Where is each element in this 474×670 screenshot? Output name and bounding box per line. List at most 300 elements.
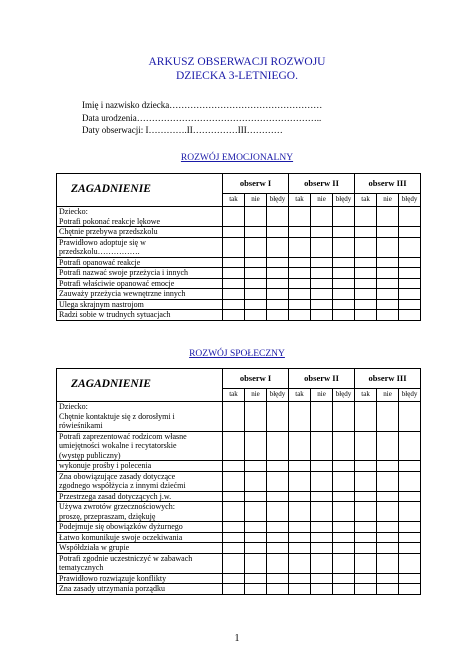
observation-cell[interactable] <box>311 268 333 279</box>
criterion-text-line: Potrafi zaprezentować rodzicom własne <box>59 431 187 441</box>
criterion-text-line: Dziecko: <box>59 402 88 411</box>
observation-cell[interactable] <box>223 310 245 321</box>
table-row <box>57 502 421 522</box>
observation-cell[interactable] <box>267 461 289 472</box>
observation-cell[interactable] <box>311 431 333 461</box>
observation-cell[interactable] <box>399 227 421 238</box>
observation-cell[interactable] <box>245 584 267 595</box>
observation-cell[interactable] <box>223 491 245 502</box>
observation-cell[interactable] <box>399 461 421 472</box>
criterion-label <box>57 431 223 461</box>
observation-cell[interactable] <box>245 207 267 227</box>
table-row <box>57 289 421 300</box>
observation-cell[interactable] <box>267 522 289 533</box>
observation-cell[interactable] <box>289 310 311 321</box>
observation-group-header: obserw I <box>223 369 289 389</box>
observation-cell[interactable] <box>223 268 245 279</box>
observation-cell[interactable] <box>311 573 333 584</box>
observation-cell[interactable] <box>377 522 399 533</box>
observation-cell[interactable] <box>267 289 289 300</box>
observation-cell[interactable] <box>289 522 311 533</box>
observation-cell[interactable] <box>289 584 311 595</box>
observation-cell[interactable] <box>289 471 311 491</box>
observation-cell[interactable] <box>311 502 333 522</box>
table-row <box>57 310 421 321</box>
observation-cell[interactable] <box>245 289 267 300</box>
observation-cell[interactable] <box>311 584 333 595</box>
observation-cell[interactable] <box>333 573 355 584</box>
criterion-text-line: Potrafi zgodnie uczestniczyć w zabawach <box>59 553 193 563</box>
observation-cell[interactable] <box>377 461 399 472</box>
table-row <box>57 268 421 279</box>
observation-cell[interactable] <box>267 207 289 227</box>
observation-cell[interactable] <box>355 289 377 300</box>
observation-cell[interactable] <box>399 491 421 502</box>
observation-cell[interactable] <box>355 268 377 279</box>
table-title: ZAGADNIENIE <box>57 174 223 207</box>
criterion-text-line: Potrafi pokonać reakcje lękowe <box>59 216 161 226</box>
criterion-text-line: Podejmuje się obowiązków dyżurnego <box>59 522 183 531</box>
observation-cell[interactable] <box>245 431 267 461</box>
section-heading-emotional: ROZWÓJ EMOCJONALNY <box>180 153 294 163</box>
observation-cell[interactable] <box>377 207 399 227</box>
observation-cell[interactable] <box>377 237 399 257</box>
observation-cell[interactable] <box>223 573 245 584</box>
table-header-row <box>57 174 421 194</box>
observation-cell[interactable] <box>355 471 377 491</box>
criterion-text-line: tematycznych <box>59 563 104 572</box>
observation-cell[interactable] <box>223 431 245 461</box>
observation-subheader: nie <box>311 389 333 402</box>
observation-cell[interactable] <box>223 502 245 522</box>
observation-cell[interactable] <box>223 584 245 595</box>
observation-cell[interactable] <box>311 402 333 432</box>
table-row <box>57 278 421 289</box>
observation-cell[interactable] <box>223 471 245 491</box>
document-title-line-2: DZIECKA 3-LETNIEGO. <box>175 70 298 82</box>
observation-cell[interactable] <box>223 543 245 554</box>
observation-cell[interactable] <box>333 431 355 461</box>
criterion-label <box>57 207 223 227</box>
observation-cell[interactable] <box>399 207 421 227</box>
observation-cell[interactable] <box>399 502 421 522</box>
observation-cell[interactable] <box>377 543 399 554</box>
observation-cell[interactable] <box>245 553 267 573</box>
observation-cell[interactable] <box>355 502 377 522</box>
observation-cell[interactable] <box>223 227 245 238</box>
observation-cell[interactable] <box>355 227 377 238</box>
observation-cell[interactable] <box>399 431 421 461</box>
observation-cell[interactable] <box>355 461 377 472</box>
observation-cell[interactable] <box>355 532 377 543</box>
observation-cell[interactable] <box>333 502 355 522</box>
criterion-text-line: Chętnie kontaktuje się z dorosłymi i <box>59 411 175 421</box>
observation-cell[interactable] <box>289 237 311 257</box>
observation-cell[interactable] <box>289 268 311 279</box>
observation-subheader: tak <box>355 194 377 207</box>
observation-cell[interactable] <box>355 299 377 310</box>
criterion-text-line: Potrafi opanować reakcje <box>59 257 141 267</box>
observation-cell[interactable] <box>333 257 355 268</box>
observation-subheader: nie <box>245 194 267 207</box>
observation-cell[interactable] <box>355 543 377 554</box>
observation-cell[interactable] <box>245 491 267 502</box>
observation-cell[interactable] <box>223 553 245 573</box>
observation-cell[interactable] <box>289 207 311 227</box>
observation-subheader: nie <box>245 389 267 402</box>
observation-subheader: nie <box>377 194 399 207</box>
observation-cell[interactable] <box>355 237 377 257</box>
criterion-label <box>57 227 223 238</box>
observation-cell[interactable] <box>311 532 333 543</box>
table-row <box>57 543 421 554</box>
table-row <box>57 584 421 595</box>
observation-cell[interactable] <box>333 299 355 310</box>
observation-cell[interactable] <box>267 257 289 268</box>
observation-cell[interactable] <box>377 289 399 300</box>
observation-subheader: tak <box>289 194 311 207</box>
observation-cell[interactable] <box>399 402 421 432</box>
observation-cell[interactable] <box>399 257 421 268</box>
page-number: 1 <box>234 633 240 644</box>
observation-cell[interactable] <box>289 289 311 300</box>
criterion-label <box>57 268 223 279</box>
observation-cell[interactable] <box>355 553 377 573</box>
criterion-text-line: proszę, przepraszam, dziękuję <box>59 511 156 521</box>
observation-subheader: tak <box>223 389 245 402</box>
observation-cell[interactable] <box>245 573 267 584</box>
criterion-label <box>57 502 223 522</box>
observation-dates-field: Daty obserwacji: I………….II……………III………… <box>82 125 283 135</box>
observation-cell[interactable] <box>377 227 399 238</box>
observation-subheader: błędy <box>333 194 355 207</box>
criterion-label <box>57 471 223 491</box>
observation-cell[interactable] <box>267 471 289 491</box>
observation-cell[interactable] <box>289 402 311 432</box>
observation-cell[interactable] <box>355 431 377 461</box>
observation-cell[interactable] <box>355 584 377 595</box>
observation-cell[interactable] <box>311 471 333 491</box>
criterion-text-line: wykonuje prośby i polecenia <box>59 461 152 470</box>
observation-cell[interactable] <box>333 289 355 300</box>
observation-cell[interactable] <box>289 431 311 461</box>
observation-cell[interactable] <box>399 573 421 584</box>
observation-cell[interactable] <box>267 491 289 502</box>
criterion-text-line: Radzi sobie w trudnych sytuacjach <box>59 310 171 319</box>
section-heading-social: ROZWÓJ SPOŁECZNY <box>189 349 285 359</box>
observation-cell[interactable] <box>311 522 333 533</box>
observation-cell[interactable] <box>223 289 245 300</box>
observation-cell[interactable] <box>377 553 399 573</box>
observation-cell[interactable] <box>267 268 289 279</box>
observation-cell[interactable] <box>267 532 289 543</box>
table-row <box>57 522 421 533</box>
observation-cell[interactable] <box>333 278 355 289</box>
observation-cell[interactable] <box>377 491 399 502</box>
observation-cell[interactable] <box>355 278 377 289</box>
observation-group-header: obserw I <box>223 174 289 194</box>
observation-group-header: obserw III <box>355 174 421 194</box>
observation-cell[interactable] <box>377 402 399 432</box>
observation-subheader: nie <box>311 194 333 207</box>
observation-cell[interactable] <box>333 532 355 543</box>
observation-cell[interactable] <box>355 207 377 227</box>
observation-cell[interactable] <box>245 461 267 472</box>
observation-subheader: tak <box>289 389 311 402</box>
observation-cell[interactable] <box>399 299 421 310</box>
observation-cell[interactable] <box>333 491 355 502</box>
observation-cell[interactable] <box>377 299 399 310</box>
observation-cell[interactable] <box>333 402 355 432</box>
table-row <box>57 299 421 310</box>
observation-cell[interactable] <box>311 491 333 502</box>
observation-cell[interactable] <box>267 431 289 461</box>
observation-subheader: błędy <box>267 194 289 207</box>
observation-cell[interactable] <box>289 543 311 554</box>
observation-cell[interactable] <box>267 584 289 595</box>
observation-cell[interactable] <box>399 584 421 595</box>
observation-cell[interactable] <box>377 431 399 461</box>
criterion-label <box>57 257 223 268</box>
observation-cell[interactable] <box>289 491 311 502</box>
observation-subheader: błędy <box>267 389 289 402</box>
observation-cell[interactable] <box>223 299 245 310</box>
observation-cell[interactable] <box>355 310 377 321</box>
observation-cell[interactable] <box>223 207 245 227</box>
observation-cell[interactable] <box>289 278 311 289</box>
table-row <box>57 461 421 472</box>
criterion-text-line: Łatwo komunikuje swoje oczekiwania <box>59 532 183 542</box>
observation-cell[interactable] <box>289 532 311 543</box>
observation-cell[interactable] <box>267 543 289 554</box>
observation-cell[interactable] <box>267 402 289 432</box>
criterion-label <box>57 543 223 554</box>
observation-cell[interactable] <box>245 502 267 522</box>
observation-cell[interactable] <box>289 227 311 238</box>
criterion-text-line: Ulega skrajnym nastrojom <box>59 299 144 309</box>
observation-cell[interactable] <box>333 207 355 227</box>
criterion-label <box>57 299 223 310</box>
observation-cell[interactable] <box>311 278 333 289</box>
observation-subheader: nie <box>377 389 399 402</box>
table-row <box>57 402 421 432</box>
observation-cell[interactable] <box>377 268 399 279</box>
observation-cell[interactable] <box>399 522 421 533</box>
observation-cell[interactable] <box>399 532 421 543</box>
observation-cell[interactable] <box>311 207 333 227</box>
observation-cell[interactable] <box>377 278 399 289</box>
observation-cell[interactable] <box>245 543 267 554</box>
document-title-line-1: ARKUSZ OBSERWACJI ROZWOJU <box>148 56 326 68</box>
observation-cell[interactable] <box>333 543 355 554</box>
observation-cell[interactable] <box>223 461 245 472</box>
observation-cell[interactable] <box>245 310 267 321</box>
criterion-label <box>57 402 223 432</box>
observation-group-header: obserw II <box>289 174 355 194</box>
observation-cell[interactable] <box>311 289 333 300</box>
table-row <box>57 257 421 268</box>
observation-cell[interactable] <box>289 299 311 310</box>
observation-cell[interactable] <box>355 402 377 432</box>
observation-cell[interactable] <box>333 268 355 279</box>
observation-cell[interactable] <box>355 491 377 502</box>
observation-cell[interactable] <box>289 553 311 573</box>
observation-cell[interactable] <box>223 278 245 289</box>
observation-cell[interactable] <box>355 257 377 268</box>
observation-cell[interactable] <box>223 402 245 432</box>
observation-cell[interactable] <box>377 532 399 543</box>
observation-cell[interactable] <box>377 502 399 522</box>
observation-cell[interactable] <box>267 237 289 257</box>
table-row <box>57 573 421 584</box>
observation-cell[interactable] <box>245 471 267 491</box>
criterion-text-line: zgodnego współżycia z innymi dziećmi <box>59 481 186 490</box>
observation-cell[interactable] <box>355 573 377 584</box>
criterion-label <box>57 278 223 289</box>
observation-cell[interactable] <box>289 502 311 522</box>
observation-cell[interactable] <box>377 257 399 268</box>
observation-cell[interactable] <box>399 268 421 279</box>
observation-cell[interactable] <box>311 227 333 238</box>
observation-cell[interactable] <box>377 584 399 595</box>
observation-cell[interactable] <box>267 502 289 522</box>
observation-cell[interactable] <box>223 532 245 543</box>
criterion-label <box>57 553 223 573</box>
observation-cell[interactable] <box>311 543 333 554</box>
observation-cell[interactable] <box>399 471 421 491</box>
observation-cell[interactable] <box>311 461 333 472</box>
criterion-label <box>57 310 223 321</box>
criterion-text-line: Przestrzega zasad dotyczących j.w. <box>59 491 172 501</box>
observation-cell[interactable] <box>245 522 267 533</box>
table-row <box>57 207 421 227</box>
criterion-text-line: Zna obowiązujące zasady dotyczące <box>59 471 176 481</box>
observation-cell[interactable] <box>267 278 289 289</box>
observation-cell[interactable] <box>399 553 421 573</box>
observation-cell[interactable] <box>245 278 267 289</box>
observation-cell[interactable] <box>311 553 333 573</box>
table-title: ZAGADNIENIE <box>57 369 223 402</box>
child-name-field: Imię i nazwisko dziecka…………………………………………… <box>82 100 323 110</box>
observation-cell[interactable] <box>267 310 289 321</box>
criterion-text-line: Używa zwrotów grzecznościowych: <box>59 502 175 511</box>
observation-cell[interactable] <box>399 543 421 554</box>
table-row <box>57 553 421 573</box>
table-row <box>57 471 421 491</box>
criterion-label <box>57 491 223 502</box>
criterion-text-line: rówieśnikami <box>59 421 103 430</box>
observation-cell[interactable] <box>355 522 377 533</box>
observation-cell[interactable] <box>289 461 311 472</box>
observation-cell[interactable] <box>333 471 355 491</box>
criterion-text-line: (występ publiczny) <box>59 450 121 460</box>
social-development-table <box>56 368 421 595</box>
child-info-fields <box>82 99 322 137</box>
criterion-text-line: Potrafi właściwie opanować emocje <box>59 278 175 288</box>
observation-subheader: tak <box>355 389 377 402</box>
observation-group-header: obserw II <box>289 369 355 389</box>
table-row <box>57 491 421 502</box>
observation-cell[interactable] <box>245 532 267 543</box>
observation-cell[interactable] <box>245 257 267 268</box>
observation-cell[interactable] <box>223 522 245 533</box>
observation-cell[interactable] <box>333 584 355 595</box>
table-row <box>57 431 421 461</box>
observation-subheader: błędy <box>399 389 421 402</box>
observation-subheader: tak <box>223 194 245 207</box>
observation-group-header: obserw III <box>355 369 421 389</box>
criterion-label <box>57 289 223 300</box>
observation-cell[interactable] <box>245 227 267 238</box>
observation-cell[interactable] <box>377 471 399 491</box>
criterion-label <box>57 237 223 257</box>
observation-cell[interactable] <box>399 310 421 321</box>
observation-cell[interactable] <box>311 257 333 268</box>
table-row <box>57 532 421 543</box>
observation-cell[interactable] <box>223 237 245 257</box>
criterion-text-line: Zna zasady utrzymania porządku <box>59 584 165 593</box>
table-row <box>57 227 421 238</box>
observation-cell[interactable] <box>333 553 355 573</box>
observation-subheader: błędy <box>333 389 355 402</box>
observation-cell[interactable] <box>311 237 333 257</box>
observation-cell[interactable] <box>223 257 245 268</box>
observation-subheader: błędy <box>399 194 421 207</box>
observation-cell[interactable] <box>245 299 267 310</box>
observation-cell[interactable] <box>399 237 421 257</box>
criterion-label <box>57 461 223 472</box>
criterion-text-line: Prawidłowo adoptuje się w <box>59 237 146 247</box>
table-header-row <box>57 369 421 389</box>
observation-cell[interactable] <box>333 310 355 321</box>
criterion-label <box>57 522 223 533</box>
criterion-label <box>57 532 223 543</box>
observation-cell[interactable] <box>245 402 267 432</box>
criterion-text-line: Współdziała w grupie <box>59 543 130 552</box>
table-row <box>57 237 421 257</box>
birth-date-field: Data urodzenia…………………………………………………….. <box>82 112 322 123</box>
observation-cell[interactable] <box>377 310 399 321</box>
criterion-label <box>57 584 223 595</box>
criterion-text-line: Zauważy przeżycia wewnętrzne innych <box>59 289 186 298</box>
criterion-text-line: przedszkolu……………. <box>59 247 140 256</box>
criterion-text-line: Dziecko: <box>59 207 88 216</box>
observation-cell[interactable] <box>333 237 355 257</box>
observation-cell[interactable] <box>311 310 333 321</box>
observation-cell[interactable] <box>333 227 355 238</box>
observation-cell[interactable] <box>311 299 333 310</box>
criterion-text-line: Potrafi nazwać swoje przeżycia i innych <box>59 268 189 277</box>
observation-cell[interactable] <box>245 237 267 257</box>
criterion-text-line: Prawidłowo rozwiązuje konflikty <box>59 573 167 583</box>
observation-cell[interactable] <box>399 278 421 289</box>
observation-cell[interactable] <box>333 461 355 472</box>
observation-cell[interactable] <box>267 573 289 584</box>
observation-cell[interactable] <box>377 573 399 584</box>
observation-cell[interactable] <box>289 573 311 584</box>
emotional-development-table <box>56 173 421 321</box>
observation-cell[interactable] <box>245 268 267 279</box>
observation-cell[interactable] <box>399 289 421 300</box>
criterion-text-line: umiejętności wokalne i recytatorskie <box>59 441 177 450</box>
observation-cell[interactable] <box>267 299 289 310</box>
criterion-label <box>57 573 223 584</box>
observation-cell[interactable] <box>267 227 289 238</box>
observation-cell[interactable] <box>333 522 355 533</box>
observation-cell[interactable] <box>289 257 311 268</box>
criterion-text-line: Chętnie przebywa przedszkolu <box>59 227 158 236</box>
observation-cell[interactable] <box>267 553 289 573</box>
